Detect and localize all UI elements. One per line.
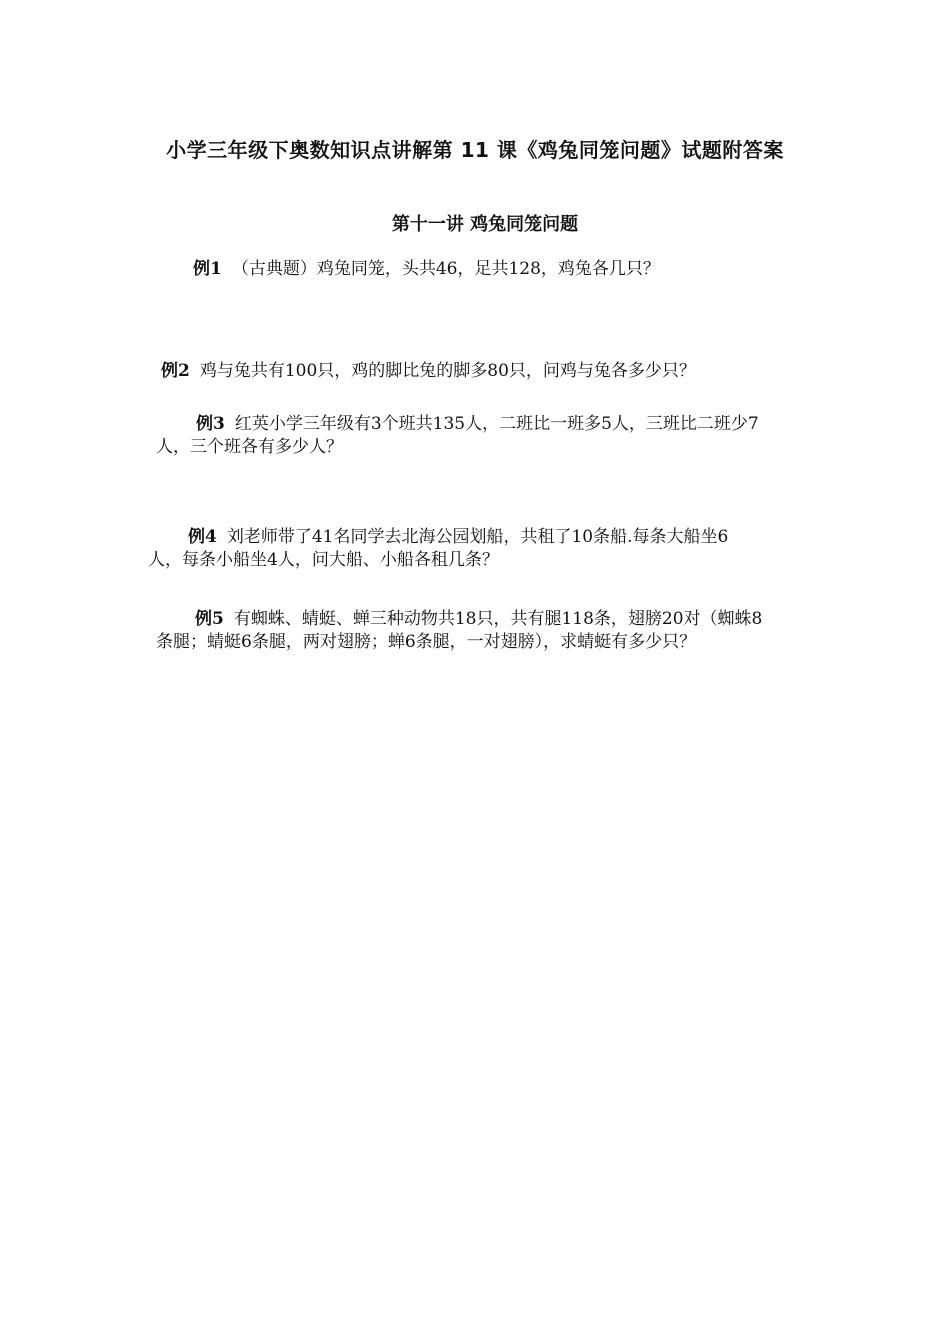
example-1 xyxy=(0,258,660,281)
example-2-label: 例2 xyxy=(161,361,190,381)
example-5-line-1 xyxy=(0,608,762,631)
document-title: 小学三年级下奥数知识点讲解第 11 课《鸡兔同笼问题》试题附答案 xyxy=(166,138,784,162)
example-1-line-1 xyxy=(0,258,660,281)
example-5 xyxy=(0,608,762,654)
example-3-text-2: 人，三个班各有多少人？ xyxy=(156,437,343,457)
example-5-text-1: 有蜘蛛、蜻蜓、蝉三种动物共18只，共有腿118条，翅膀20对（蜘蛛8 xyxy=(233,609,763,629)
section-title: 第十一讲 鸡兔同笼问题 xyxy=(391,214,579,235)
example-2 xyxy=(0,360,696,383)
example-3-line-1 xyxy=(0,413,759,436)
example-4-text-1: 刘老师带了41名同学去北海公园划船，共租了10条船.每条大船坐6 xyxy=(226,527,729,547)
example-4-line-1 xyxy=(0,526,728,549)
example-1-label: 例1 xyxy=(193,259,222,279)
example-4 xyxy=(0,526,728,572)
example-5-label: 例5 xyxy=(195,609,224,629)
example-3-text-1: 红英小学三年级有3个班共135人，二班比一班多5人，三班比二班少7 xyxy=(234,414,759,434)
example-2-line-1 xyxy=(0,360,696,383)
example-5-text-2: 条腿；蜻蜓6条腿，两对翅膀；蝉6条腿，一对翅膀），求蜻蜓有多少只？ xyxy=(156,632,697,652)
example-3-label: 例3 xyxy=(196,414,225,434)
example-1-text: （古典题）鸡兔同笼，头共46，足共128，鸡兔各几只？ xyxy=(231,259,660,279)
example-3 xyxy=(0,413,759,459)
example-2-text: 鸡与兔共有100只，鸡的脚比兔的脚多80只，问鸡与兔各多少只？ xyxy=(199,361,696,381)
example-4-label: 例4 xyxy=(188,527,217,547)
example-4-text-2: 人，每条小船坐4人，问大船、小船各租几条？ xyxy=(148,550,499,570)
